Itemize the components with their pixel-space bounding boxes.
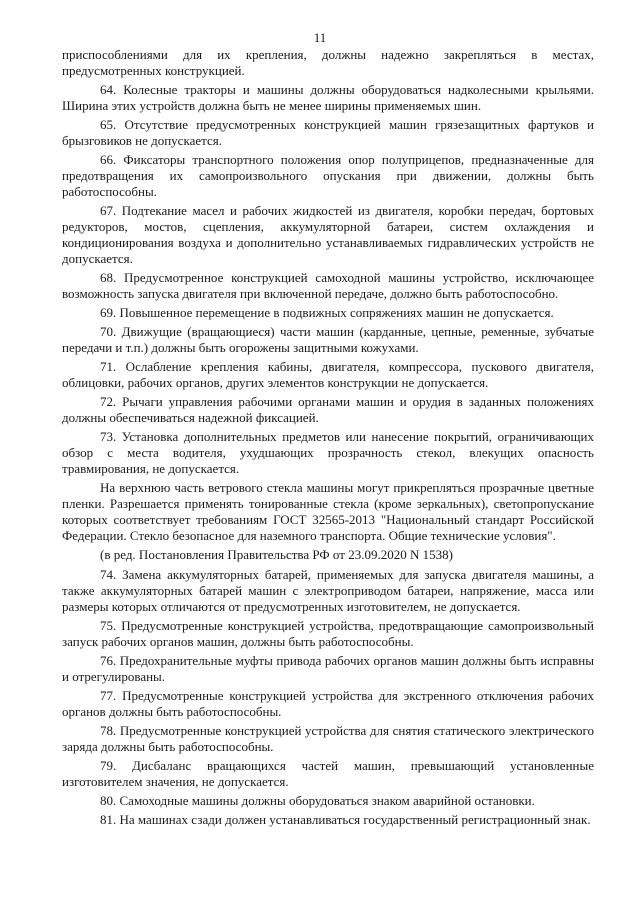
paragraph-74: 74. Замена аккумуляторных батарей, применяемых для запуска двигателя машины, а также аккумуляторных батарей машин с электроприводом батареи, напряжение, масса или размеры которых отличаются от предусмотренных изготовителем, не допускается. bbox=[62, 567, 594, 614]
paragraph-70: 70. Движущие (вращающиеся) части машин (карданные, цепные, ременные, зубчатые передачи и т.п.) должны быть огорожены защитными кожухами. bbox=[62, 324, 594, 355]
paragraph-64: 64. Колесные тракторы и машины должны оборудоваться надколесными крыльями. Ширина этих устройств должна быть не менее ширины применяемых шин. bbox=[62, 82, 594, 113]
paragraph-73-windshield: На верхнюю часть ветрового стекла машины могут прикрепляться прозрачные цветные пленки. Разрешается применять тонированные стекла (кроме зеркальных), светопропускание которых соответствует требованиям ГОСТ 32565-2013 "Национальный стандарт Российской Федерации. Стекло безопасное для наземного транспорта. Общие технические условия". bbox=[62, 480, 594, 543]
paragraph-80: 80. Самоходные машины должны оборудоваться знаком аварийной остановки. bbox=[100, 793, 535, 808]
paragraph-67: 67. Подтекание масел и рабочих жидкостей из двигателя, коробки передач, бортовых редукторов, мостов, сцепления, аккумуляторной батареи, систем охлаждения и кондиционирования воздуха и дополнительно устанавливаемых гидравлических устройств не допускается. bbox=[62, 203, 594, 266]
paragraph-81: 81. На машинах сзади должен устанавливаться государственный регистрационный знак. bbox=[100, 812, 591, 827]
paragraph-72: 72. Рычаги управления рабочими органами машин и орудия в заданных положениях должны обеспечиваться надежной фиксацией. bbox=[62, 394, 594, 425]
paragraph-69: 69. Повышенное перемещение в подвижных сопряжениях машин не допускается. bbox=[100, 305, 554, 320]
document-body bbox=[62, 47, 594, 831]
paragraph-78: 78. Предусмотренные конструкцией устройства для снятия статического электрического заряда должны быть работоспособны. bbox=[62, 723, 594, 754]
page-number: 11 bbox=[313, 30, 327, 45]
paragraph-68: 68. Предусмотренное конструкцией самоходной машины устройство, исключающее возможность запуска двигателя при включенной передаче, должно быть работоспособно. bbox=[62, 270, 594, 301]
paragraph-73: 73. Установка дополнительных предметов или нанесение покрытий, ограничивающих обзор с места водителя, ухудшающих прозрачность стекол, влекущих опасность травмирования, не допускается. bbox=[62, 429, 594, 476]
paragraph-76: 76. Предохранительные муфты привода рабочих органов машин должны быть исправны и отрегулированы. bbox=[62, 653, 594, 684]
paragraph-65: 65. Отсутствие предусмотренных конструкцией машин грязезащитных фартуков и брызговиков не допускается. bbox=[62, 117, 594, 148]
paragraph-71: 71. Ослабление крепления кабины, двигателя, компрессора, пускового двигателя, облицовки, рабочих органов, других элементов конструкции не допускается. bbox=[62, 359, 594, 390]
paragraph-75: 75. Предусмотренные конструкцией устройства, предотвращающие самопроизвольный запуск рабочих органов машин, должны быть работоспособны. bbox=[62, 618, 594, 649]
paragraph-77: 77. Предусмотренные конструкцией устройства для экстренного отключения рабочих органов должны быть работоспособны. bbox=[62, 688, 594, 719]
paragraph-66: 66. Фиксаторы транспортного положения опор полуприцепов, предназначенные для предотвращения их самопроизвольного опускания при движении, должны быть работоспособны. bbox=[62, 152, 594, 199]
paragraph-79: 79. Дисбаланс вращающихся частей машин, превышающий установленные изготовителем значения, не допускается. bbox=[62, 758, 594, 789]
paragraph-continuation: приспособлениями для их крепления, должны надежно закрепляться в местах, предусмотренных конструкцией. bbox=[62, 47, 594, 78]
edition-note: (в ред. Постановления Правительства РФ от 23.09.2020 N 1538) bbox=[100, 547, 453, 562]
